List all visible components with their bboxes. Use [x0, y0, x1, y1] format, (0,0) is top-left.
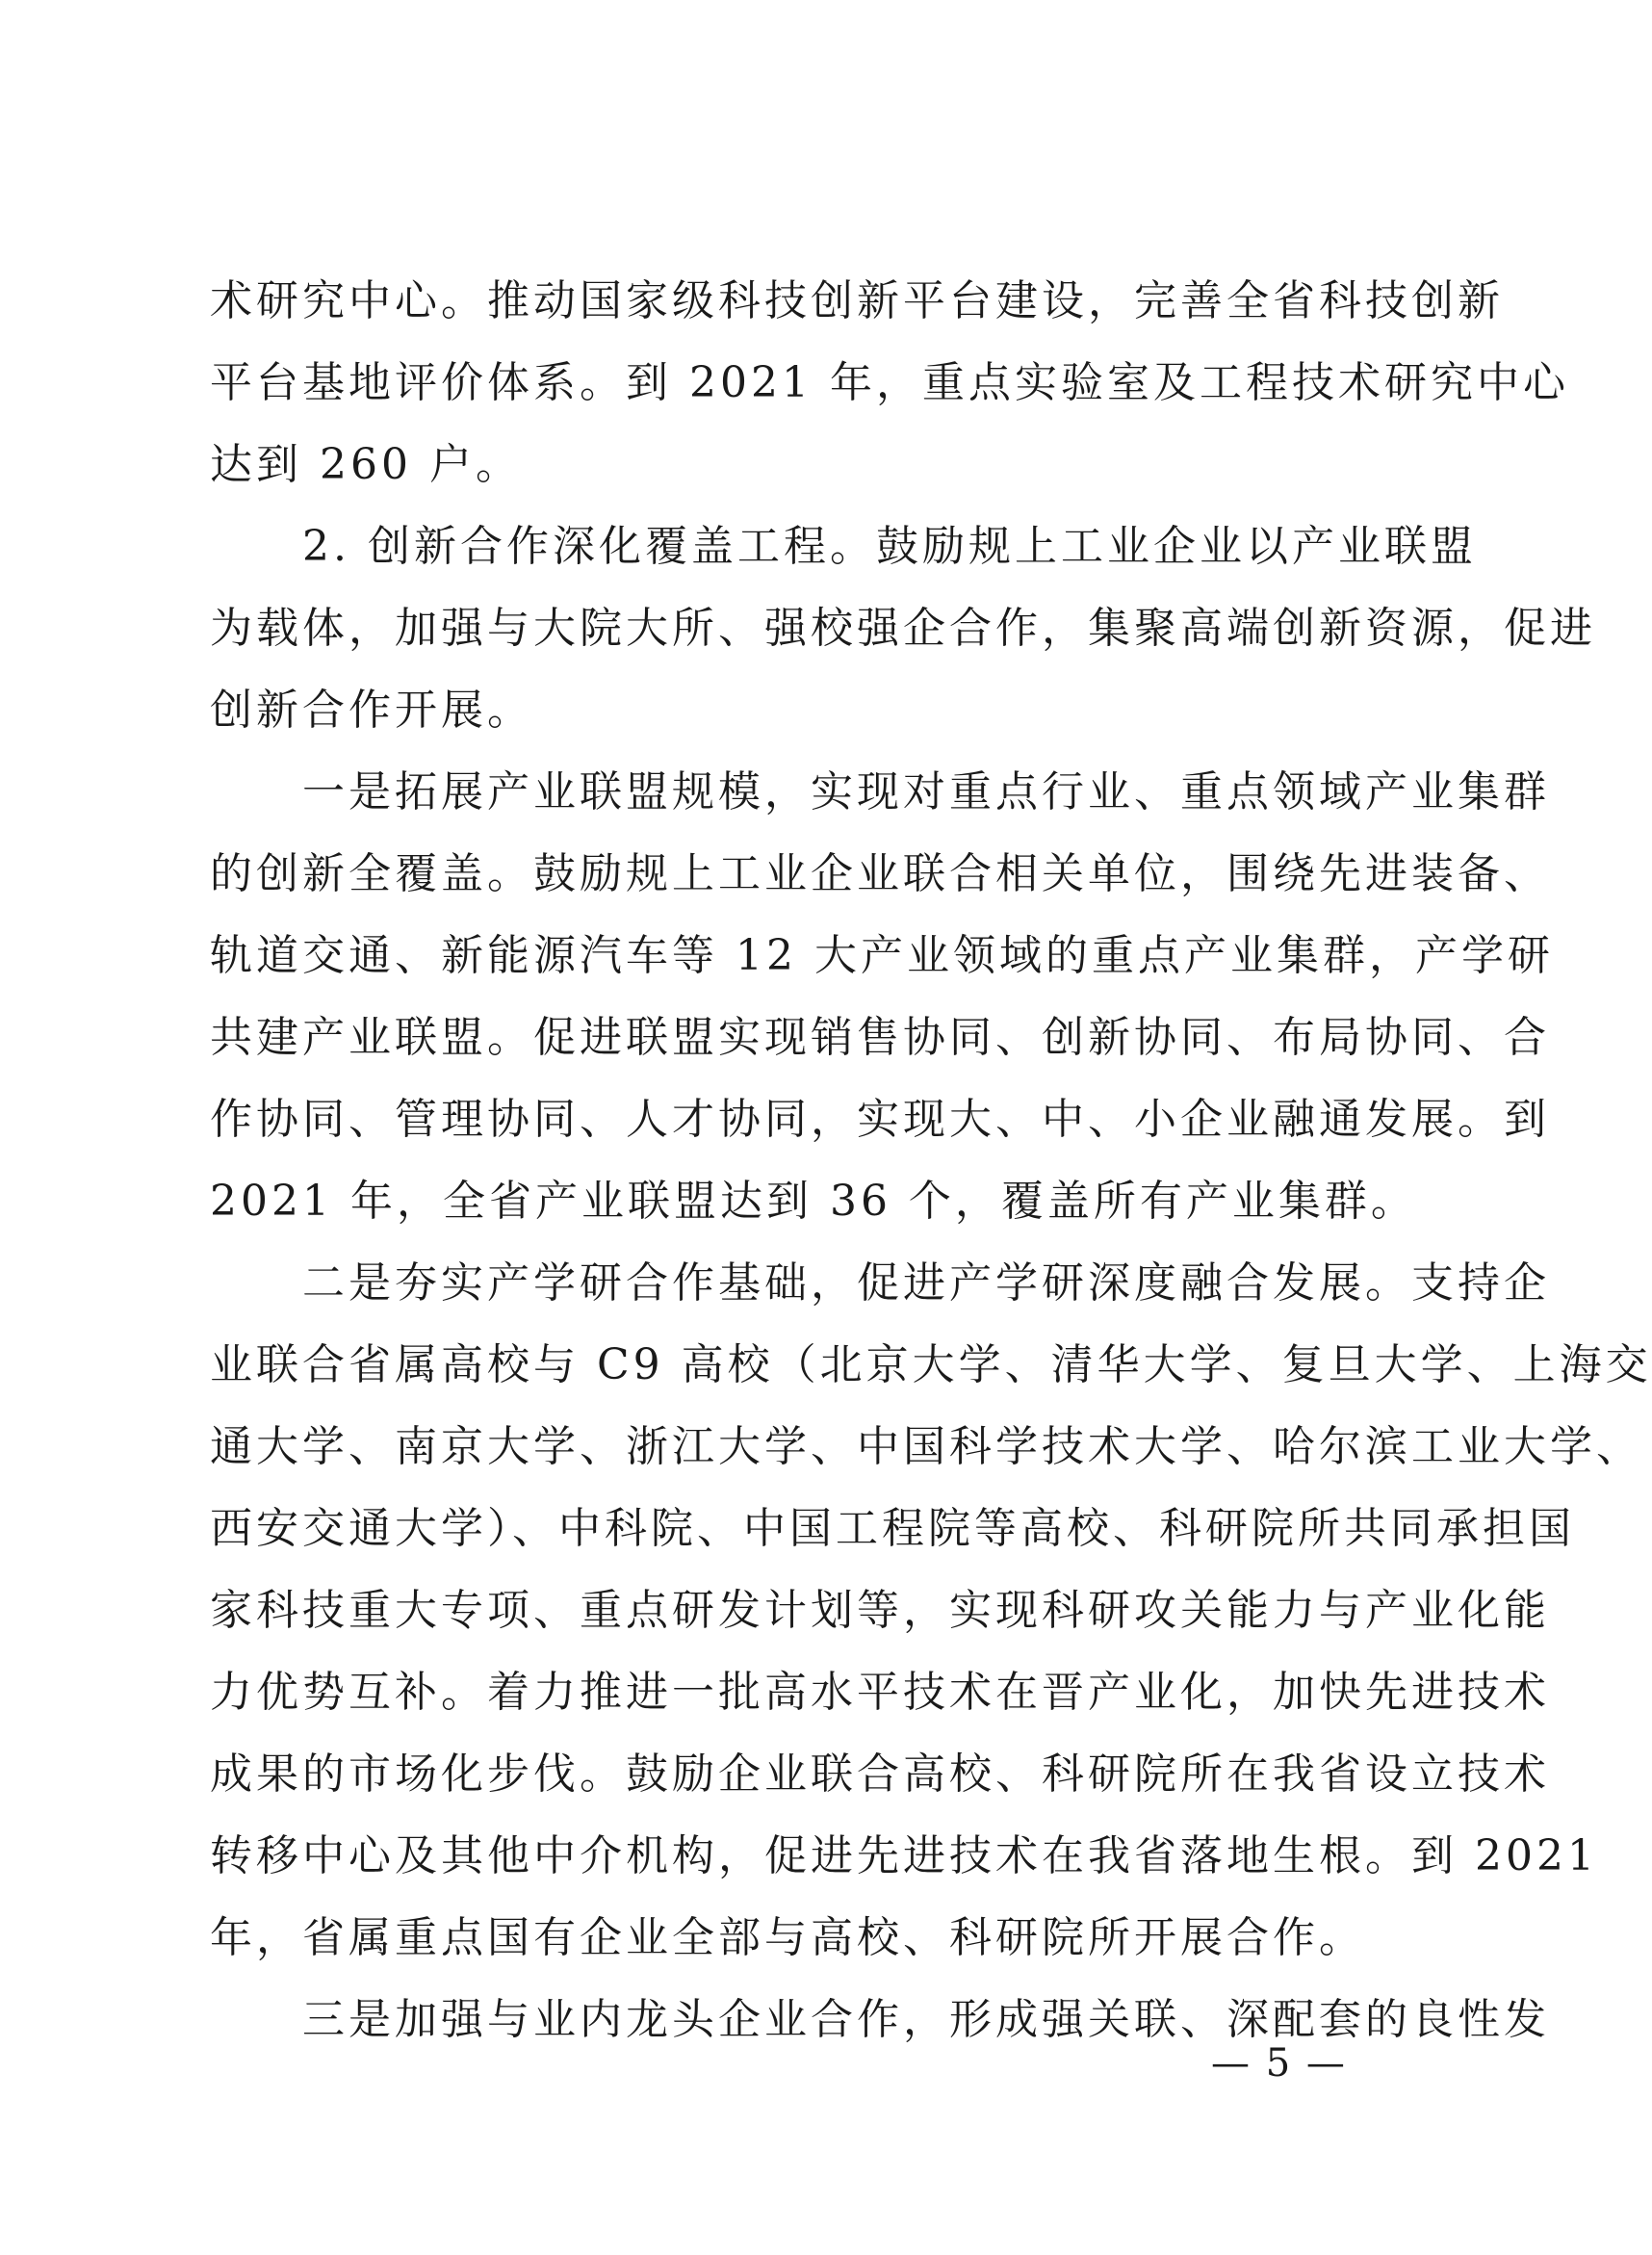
body-text-line: 2021 年，全省产业联盟达到 36 个，覆盖所有产业集群。 — [210, 1177, 1417, 1226]
body-text-line: 的创新全覆盖。鼓励规上工业企业联合相关单位，围绕先进装备、 — [210, 849, 1550, 898]
body-text-line: 成果的市场化步伐。鼓励企业联合高校、科研院所在我省设立技术 — [210, 1750, 1550, 1799]
body-text-line: 共建产业联盟。促进联盟实现销售协同、创新协同、布局协同、合 — [210, 1013, 1550, 1062]
body-text-line: 力优势互补。着力推进一批高水平技术在晋产业化，加快先进技术 — [210, 1668, 1550, 1717]
body-text-line: 西安交通大学）、中科院、中国工程院等高校、科研院所共同承担国 — [210, 1504, 1575, 1553]
body-text-line: 轨道交通、新能源汽车等 12 大产业领域的重点产业集群，产学研 — [210, 931, 1554, 980]
body-text-line: 通大学、南京大学、浙江大学、中国科学技术大学、哈尔滨工业大学、 — [210, 1422, 1642, 1471]
body-text-line: 年，省属重点国有企业全部与高校、科研院所开展合作。 — [210, 1913, 1365, 1962]
body-text-line: 为载体，加强与大院大所、强校强企合作，集聚高端创新资源，促进 — [210, 604, 1596, 653]
page-number: — 5 — — [1211, 2041, 1347, 2086]
body-text-line: 转移中心及其他中介机构，促进先进技术在我省落地生根。到 2021 — [210, 1831, 1598, 1880]
body-text-line: 术研究中心。推动国家级科技创新平台建设，完善全省科技创新 — [210, 276, 1504, 325]
body-text-line: 平台基地评价体系。到 2021 年，重点实验室及工程技术研究中心 — [210, 358, 1569, 407]
body-text-line: 创新合作开展。 — [210, 686, 533, 735]
body-text-line: 一是拓展产业联盟规模，实现对重点行业、重点领域产业集群 — [210, 767, 1550, 816]
body-text-line: 家科技重大专项、重点研发计划等，实现科研攻关能力与产业化能 — [210, 1586, 1550, 1635]
body-text-line: 2. 创新合作深化覆盖工程。鼓励规上工业企业以产业联盟 — [210, 522, 1477, 571]
body-text-line: 业联合省属高校与 C9 高校（北京大学、清华大学、复旦大学、上海交 — [210, 1340, 1652, 1389]
body-text-line: 二是夯实产学研合作基础，促进产学研深度融合发展。支持企 — [210, 1258, 1550, 1308]
body-text-line: 三是加强与业内龙头企业合作，形成强关联、深配套的良性发 — [210, 1995, 1550, 2044]
body-text-line: 作协同、管理协同、人才协同，实现大、中、小企业融通发展。到 — [210, 1095, 1550, 1144]
body-text-line: 达到 260 户。 — [210, 440, 522, 489]
